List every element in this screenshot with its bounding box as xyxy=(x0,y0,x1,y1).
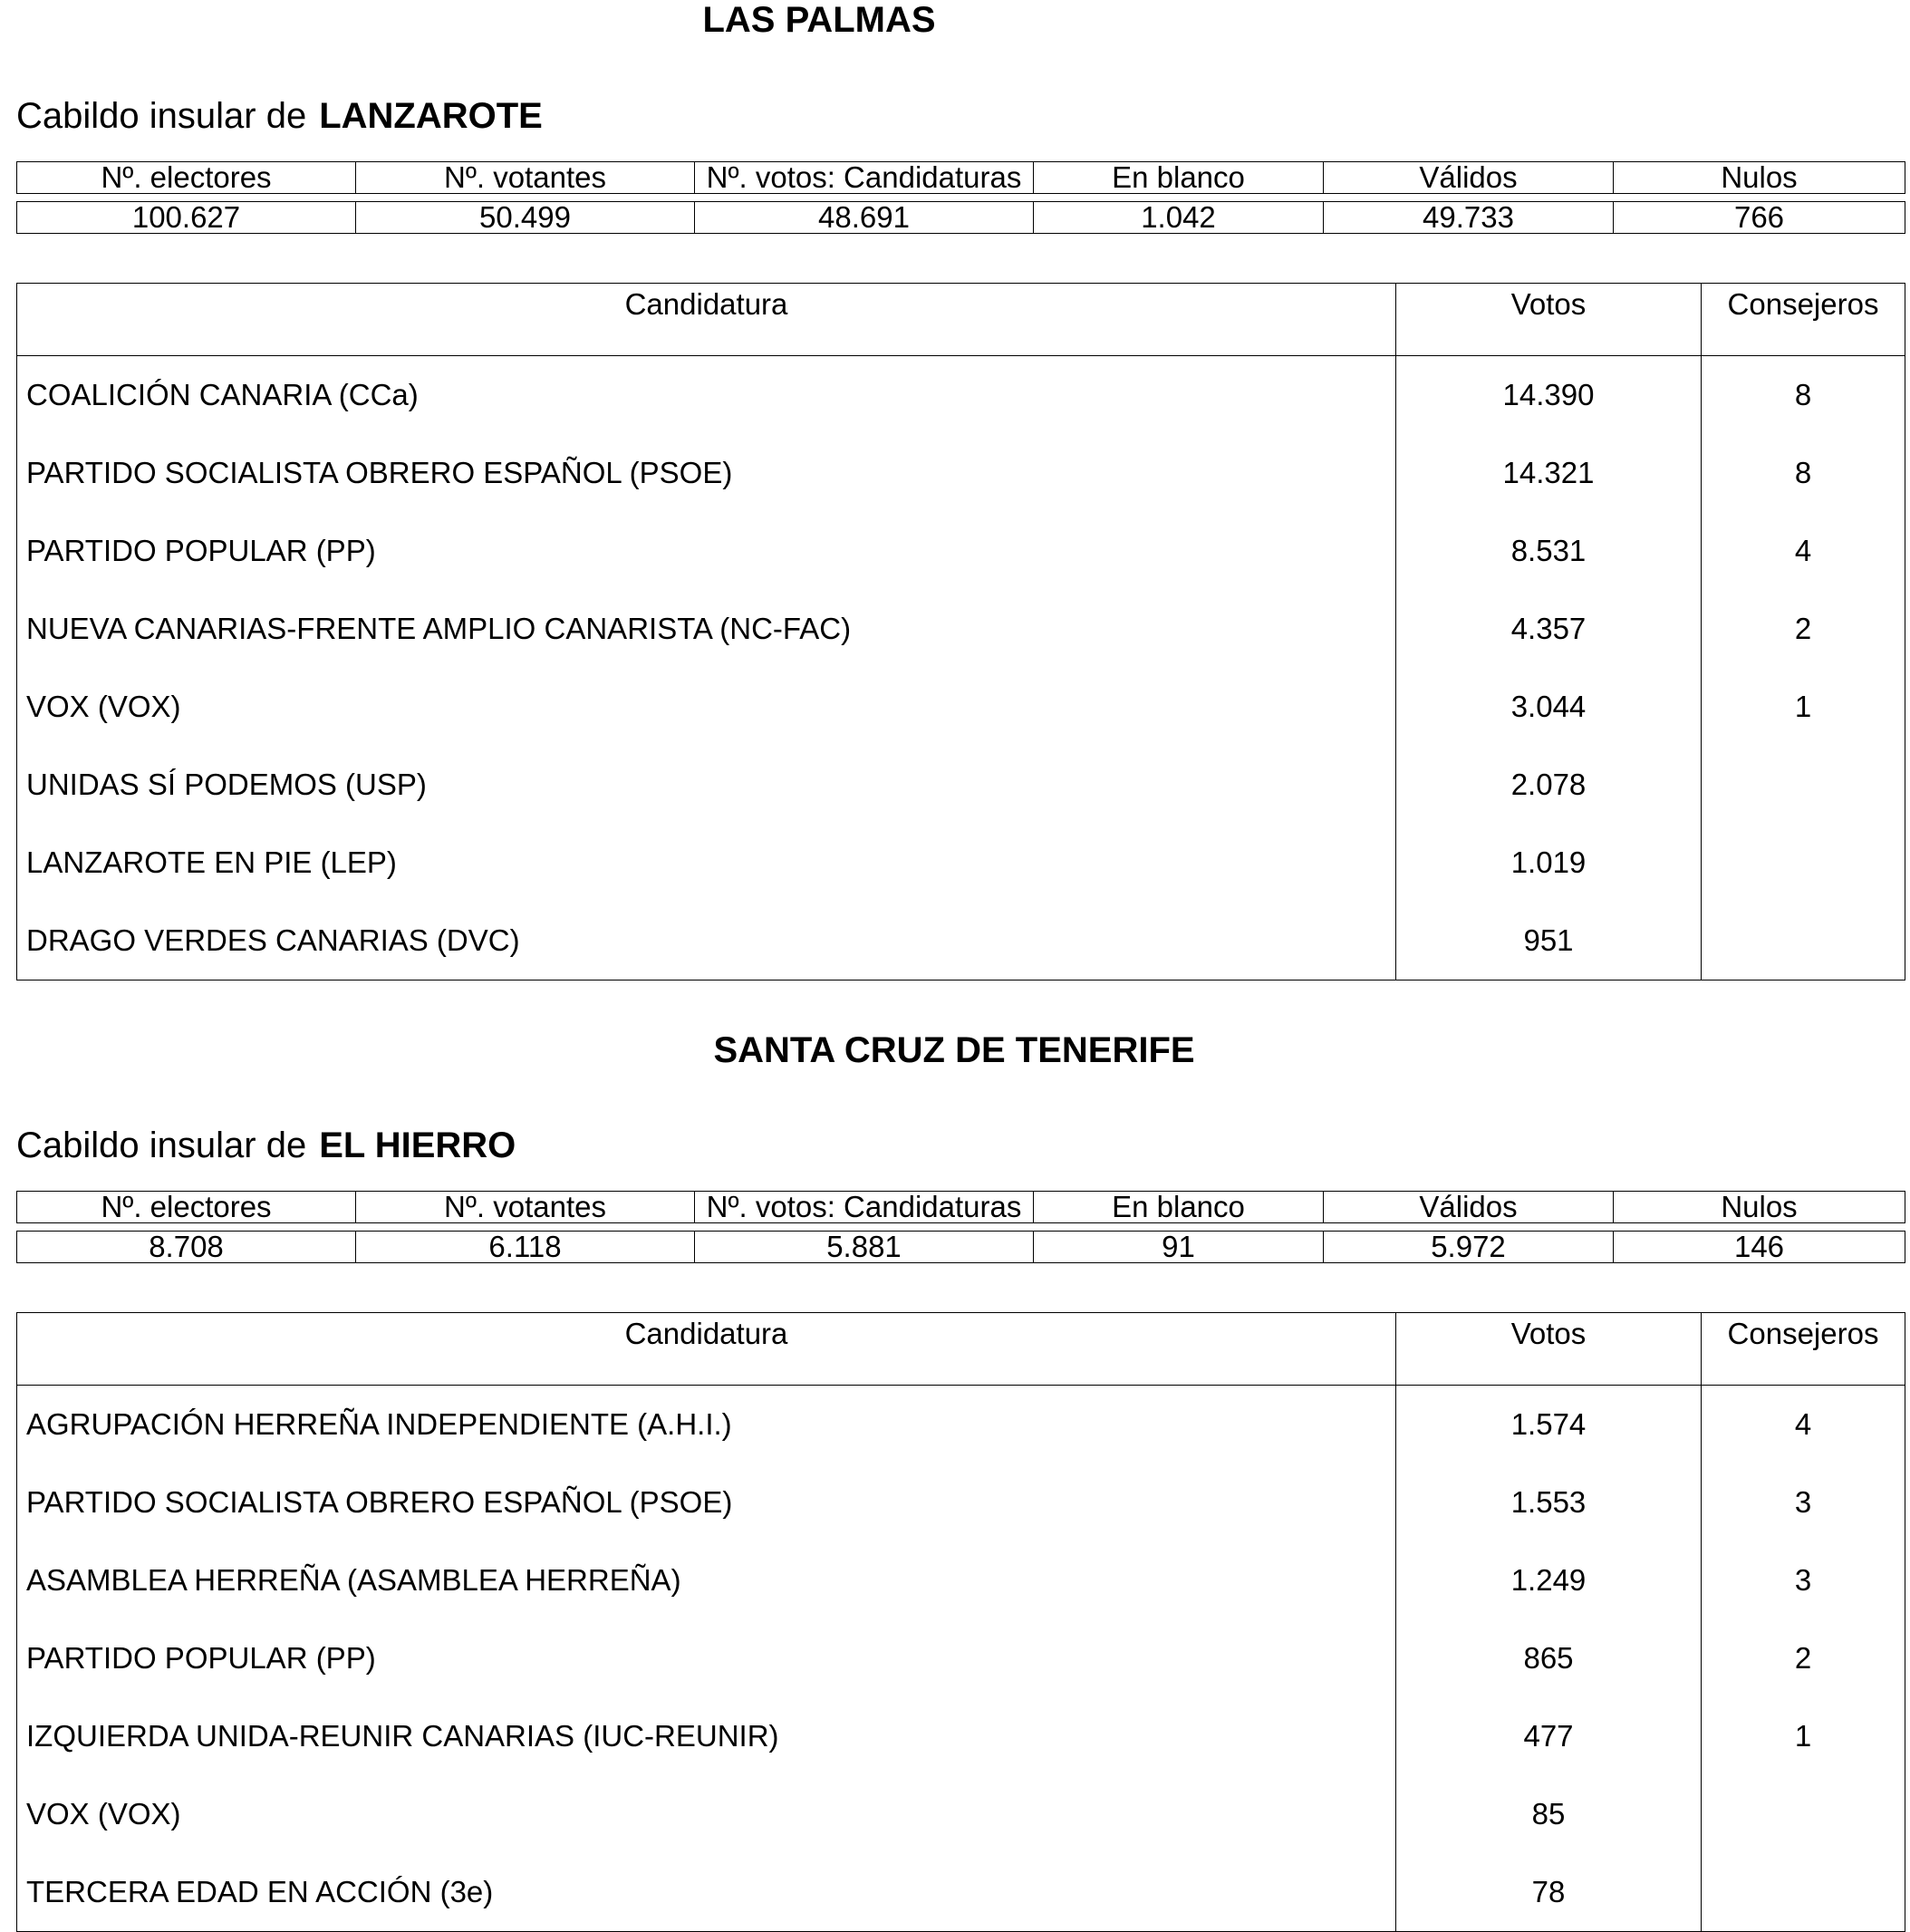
results-header-row xyxy=(17,1313,1905,1386)
candidate-votes: 8.531 xyxy=(1396,512,1702,590)
candidate-votes: 477 xyxy=(1396,1697,1702,1775)
stats-header: Nulos xyxy=(1614,1192,1905,1223)
results-table xyxy=(16,283,1905,980)
stats-header: Nº. votantes xyxy=(356,162,695,194)
candidate-name: PARTIDO SOCIALISTA OBRERO ESPAÑOL (PSOE) xyxy=(26,456,733,489)
candidate-seats xyxy=(1702,1775,1905,1853)
stats-value-row xyxy=(17,1232,1905,1263)
col-header-votos: Votos xyxy=(1396,284,1702,356)
candidate-votes: 3.044 xyxy=(1396,668,1702,746)
stats-header-row xyxy=(17,1192,1905,1223)
stats-value: 6.118 xyxy=(356,1232,695,1263)
candidate-name: VOX (VOX) xyxy=(26,1797,181,1831)
table-row xyxy=(17,1463,1905,1541)
stats-value: 100.627 xyxy=(17,202,356,234)
stats-value: 91 xyxy=(1034,1232,1324,1263)
table-row xyxy=(17,1619,1905,1697)
candidate-votes: 4.357 xyxy=(1396,590,1702,668)
col-header-consejeros: Consejeros xyxy=(1702,284,1905,356)
island-name: LANZAROTE xyxy=(319,96,543,136)
candidate-seats: 4 xyxy=(1702,1386,1905,1464)
candidate-votes: 1.249 xyxy=(1396,1541,1702,1619)
candidate-name: ASAMBLEA HERREÑA (ASAMBLEA HERREÑA) xyxy=(26,1563,681,1597)
col-header-candidatura: Candidatura xyxy=(17,284,1396,356)
stats-value: 5.881 xyxy=(695,1232,1034,1263)
candidate-name: NUEVA CANARIAS-FRENTE AMPLIO CANARISTA (NC-FAC) xyxy=(26,612,852,645)
candidate-votes: 14.390 xyxy=(1396,356,1702,435)
stats-header: En blanco xyxy=(1034,1192,1324,1223)
candidate-seats: 1 xyxy=(1702,1697,1905,1775)
table-row xyxy=(17,434,1905,512)
stats-header: Nº. votos: Candidaturas xyxy=(695,1192,1034,1223)
cabildo-heading xyxy=(16,94,543,138)
candidate-seats: 1 xyxy=(1702,668,1905,746)
candidate-seats xyxy=(1702,746,1905,824)
table-row xyxy=(17,1775,1905,1853)
table-row xyxy=(17,1386,1905,1464)
candidate-seats: 3 xyxy=(1702,1463,1905,1541)
candidate-name: LANZAROTE EN PIE (LEP) xyxy=(26,845,397,879)
candidate-seats: 2 xyxy=(1702,1619,1905,1697)
candidate-votes: 951 xyxy=(1396,902,1702,980)
table-row xyxy=(17,356,1905,435)
cabildo-heading xyxy=(16,1124,516,1167)
table-row xyxy=(17,824,1905,902)
candidate-seats: 8 xyxy=(1702,434,1905,512)
candidate-name: VOX (VOX) xyxy=(26,690,181,723)
results-table xyxy=(16,1312,1905,1932)
candidate-votes: 865 xyxy=(1396,1619,1702,1697)
candidate-votes: 85 xyxy=(1396,1775,1702,1853)
stats-value: 8.708 xyxy=(17,1232,356,1263)
stats-value: 48.691 xyxy=(695,202,1034,234)
col-header-votos: Votos xyxy=(1396,1313,1702,1386)
electoral-stats-table xyxy=(16,1191,1905,1263)
candidate-seats: 8 xyxy=(1702,356,1905,435)
candidate-votes: 1.574 xyxy=(1396,1386,1702,1464)
stats-header: Nulos xyxy=(1614,162,1905,194)
candidate-seats xyxy=(1702,902,1905,980)
stats-header: Nº. votos: Candidaturas xyxy=(695,162,1034,194)
table-row xyxy=(17,746,1905,824)
candidate-votes: 1.019 xyxy=(1396,824,1702,902)
candidate-name: TERCERA EDAD EN ACCIÓN (3e) xyxy=(26,1875,494,1908)
candidate-seats: 4 xyxy=(1702,512,1905,590)
candidate-name: AGRUPACIÓN HERREÑA INDEPENDIENTE (A.H.I.) xyxy=(26,1407,732,1441)
stats-value-row xyxy=(17,202,1905,234)
stats-value: 766 xyxy=(1614,202,1905,234)
table-row xyxy=(17,590,1905,668)
candidate-seats: 2 xyxy=(1702,590,1905,668)
electoral-stats-table xyxy=(16,161,1905,234)
results-header-row xyxy=(17,284,1905,356)
province-title: SANTA CRUZ DE TENERIFE xyxy=(713,1030,1195,1070)
col-header-candidatura: Candidatura xyxy=(17,1313,1396,1386)
stats-value: 49.733 xyxy=(1324,202,1614,234)
stats-header: Nº. electores xyxy=(17,1192,356,1223)
stats-header: Nº. electores xyxy=(17,162,356,194)
table-row xyxy=(17,668,1905,746)
candidate-seats: 3 xyxy=(1702,1541,1905,1619)
stats-value: 50.499 xyxy=(356,202,695,234)
candidate-name: PARTIDO POPULAR (PP) xyxy=(26,534,376,567)
stats-header: En blanco xyxy=(1034,162,1324,194)
candidate-seats xyxy=(1702,824,1905,902)
candidate-votes: 2.078 xyxy=(1396,746,1702,824)
stats-value: 5.972 xyxy=(1324,1232,1614,1263)
candidate-name: PARTIDO POPULAR (PP) xyxy=(26,1641,376,1675)
cabildo-prefix: Cabildo insular de xyxy=(16,1125,307,1165)
table-row xyxy=(17,1853,1905,1932)
stats-header: Válidos xyxy=(1324,162,1614,194)
cabildo-prefix: Cabildo insular de xyxy=(16,96,307,136)
candidate-name: DRAGO VERDES CANARIAS (DVC) xyxy=(26,923,520,957)
candidate-name: COALICIÓN CANARIA (CCa) xyxy=(26,378,419,411)
col-header-consejeros: Consejeros xyxy=(1702,1313,1905,1386)
table-row xyxy=(17,902,1905,980)
stats-header: Válidos xyxy=(1324,1192,1614,1223)
stats-header-row xyxy=(17,162,1905,194)
table-row xyxy=(17,1697,1905,1775)
candidate-name: UNIDAS SÍ PODEMOS (USP) xyxy=(26,768,427,801)
table-row xyxy=(17,1541,1905,1619)
stats-value: 146 xyxy=(1614,1232,1905,1263)
candidate-votes: 1.553 xyxy=(1396,1463,1702,1541)
table-row xyxy=(17,512,1905,590)
stats-value: 1.042 xyxy=(1034,202,1324,234)
candidate-name: PARTIDO SOCIALISTA OBRERO ESPAÑOL (PSOE) xyxy=(26,1485,733,1519)
candidate-votes: 14.321 xyxy=(1396,434,1702,512)
candidate-name: IZQUIERDA UNIDA-REUNIR CANARIAS (IUC-REUNIR) xyxy=(26,1719,779,1753)
candidate-votes: 78 xyxy=(1396,1853,1702,1932)
stats-header: Nº. votantes xyxy=(356,1192,695,1223)
province-title: LAS PALMAS xyxy=(702,0,936,40)
candidate-seats xyxy=(1702,1853,1905,1932)
island-name: EL HIERRO xyxy=(319,1125,516,1165)
